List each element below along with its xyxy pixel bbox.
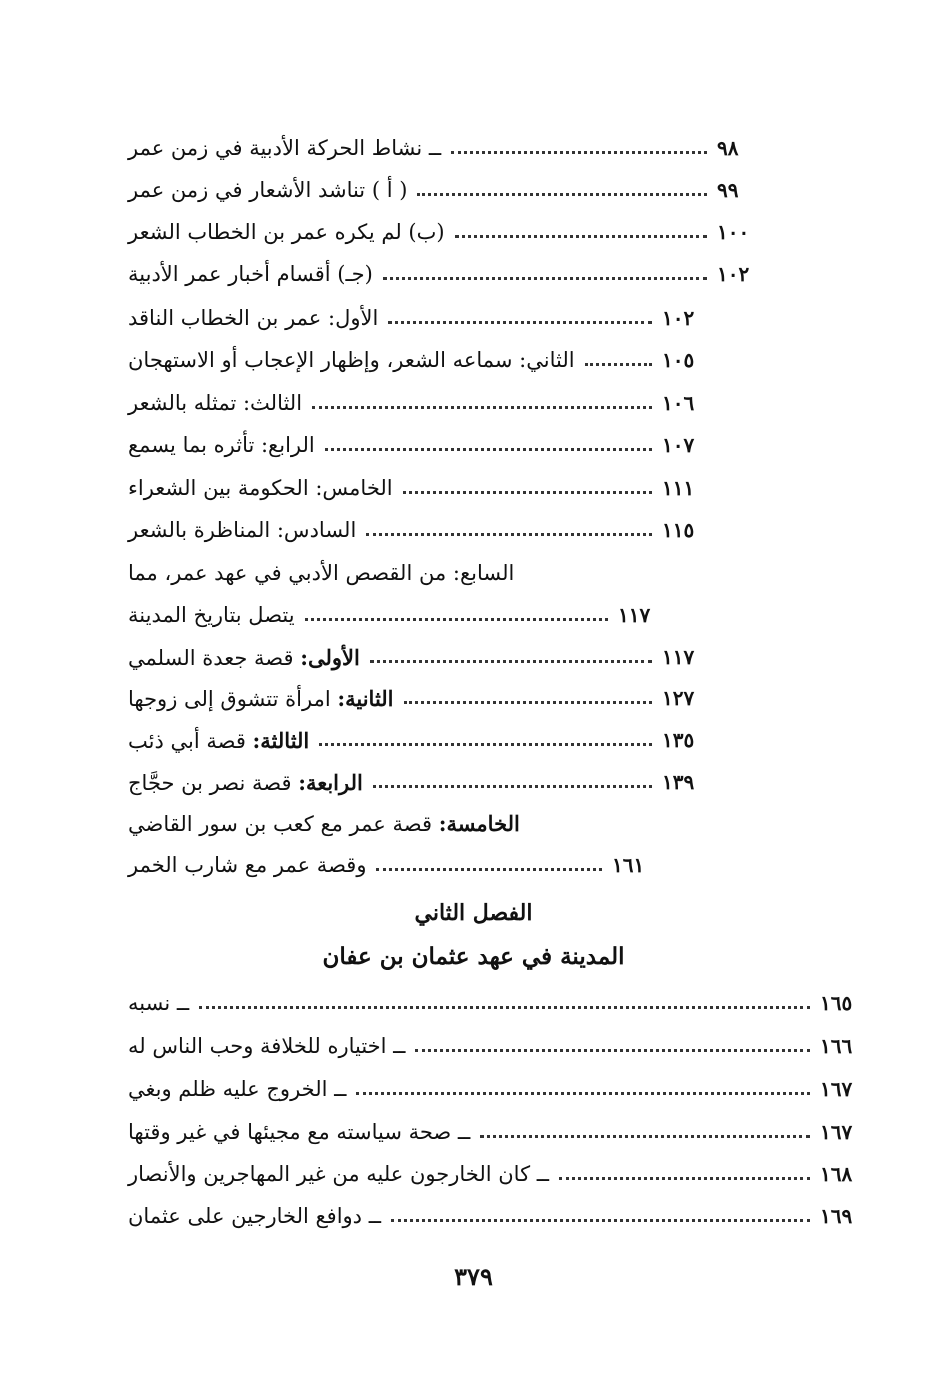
toc-entry-page: ١٠٠ xyxy=(717,220,750,244)
dot-leader xyxy=(391,1219,810,1222)
toc-entry-page: ١٦٧ xyxy=(820,1077,853,1101)
toc-entry xyxy=(120,128,757,168)
toc-entry-label: الثالث: تمثله بالشعر xyxy=(128,391,303,415)
toc-entry xyxy=(120,510,702,550)
dot-leader xyxy=(388,321,652,324)
toc-entry-label: قصة نصر بن حجَّاج xyxy=(128,770,292,795)
chapter-subtitle: المدينة في عهد عثمان بن عفان xyxy=(322,943,625,970)
dot-leader xyxy=(417,193,707,196)
toc-entry-page: ١١٧ xyxy=(662,645,695,669)
toc-entry-label: ــ نسبه xyxy=(128,991,190,1015)
toc-entry-label: ــ صحة سياسته مع مجيئها في غير وقتها xyxy=(128,1120,471,1144)
toc-entry xyxy=(120,212,757,252)
toc-entry-page: ١١١ xyxy=(662,476,695,500)
page-number: ٣٧٩ xyxy=(454,1262,493,1291)
toc-entry-label: ــ دوافع الخارجين على عثمان xyxy=(128,1204,381,1228)
toc-entry xyxy=(120,425,702,465)
toc-entry-label: وقصة عمر مع شارب الخمر xyxy=(128,853,367,877)
dot-leader xyxy=(199,1006,810,1009)
toc-entry-label: الرابع: تأثره بما يسمع xyxy=(128,433,315,457)
toc-entry xyxy=(120,1196,860,1236)
toc-entry-label: السابع: من القصص الأدبي في عهد عمر، مما xyxy=(128,561,515,585)
dot-leader xyxy=(451,151,707,154)
toc-entry-page: ١٣٥ xyxy=(662,728,695,752)
toc-entry-label: (ب) لم يكره عمر بن الخطاب الشعر xyxy=(128,220,445,244)
toc-entry-page: ١٠٧ xyxy=(662,433,695,457)
toc-entry xyxy=(120,678,702,718)
toc-entry-page: ١١٥ xyxy=(662,518,695,542)
dot-leader xyxy=(559,1177,810,1180)
toc-entry-page: ١٠٢ xyxy=(662,306,695,330)
toc-entry-page: ٩٨ xyxy=(717,136,739,160)
toc-entry xyxy=(120,298,702,338)
toc-entry-page: ١٦٨ xyxy=(820,1162,853,1186)
toc-entry xyxy=(120,720,702,760)
toc-entry-page: ١٦٥ xyxy=(820,991,853,1015)
toc-entry-label: قصة عمر مع كعب بن سور القاضي xyxy=(128,811,432,836)
dot-leader xyxy=(373,785,652,788)
toc-entry xyxy=(120,803,702,843)
toc-entry-page: ١٦٦ xyxy=(820,1034,853,1058)
toc-entry xyxy=(120,1026,860,1066)
toc-entry-label: قصة جعدة السلمي xyxy=(128,645,294,670)
toc-entry xyxy=(120,340,702,380)
dot-leader xyxy=(376,868,602,871)
toc-entry-label: الثاني: سماعه الشعر، وإظهار الإعجاب أو الاستهجان xyxy=(128,348,575,372)
toc-entry xyxy=(120,762,702,802)
toc-entry xyxy=(120,254,757,294)
toc-entry xyxy=(120,1069,860,1109)
dot-leader xyxy=(319,743,652,746)
toc-entry xyxy=(120,468,702,508)
toc-entry-label: ــ اختياره للخلافة وحب الناس له xyxy=(128,1034,406,1058)
toc-entry-label: الأول: عمر بن الخطاب الناقد xyxy=(128,306,379,330)
toc-entry-label: ــ الخروج عليه ظلم وبغي xyxy=(128,1077,347,1101)
dot-leader xyxy=(455,235,707,238)
dot-leader xyxy=(585,363,652,366)
toc-entry xyxy=(120,983,860,1023)
story-key: الثالثة: xyxy=(252,727,310,753)
toc-entry xyxy=(120,383,702,423)
toc-entry-page: ١٠٦ xyxy=(662,391,695,415)
dot-leader xyxy=(383,277,707,280)
toc-entry-label: الخامس: الحكومة بين الشعراء xyxy=(128,476,393,500)
chapter-title: الفصل الثاني xyxy=(414,900,533,926)
dot-leader xyxy=(366,533,652,536)
toc-entry-label: ( أ ) تناشد الأشعار في زمن عمر xyxy=(128,178,408,202)
toc-entry-page: ٩٩ xyxy=(717,178,739,202)
toc-entry xyxy=(120,1154,860,1194)
toc-entry xyxy=(120,595,658,635)
dot-leader xyxy=(312,406,652,409)
toc-entry-page: ١٦٧ xyxy=(820,1120,853,1144)
toc-entry xyxy=(120,637,702,677)
toc-entry xyxy=(120,1112,860,1152)
toc-entry-page: ١٠٢ xyxy=(717,262,750,286)
toc-entry-label: امرأة تتشوق إلى زوجها xyxy=(128,686,331,711)
toc-entry-page: ١١٧ xyxy=(618,603,651,627)
toc-entry-page: ١٣٩ xyxy=(662,770,695,794)
toc-entry-label: ــ كان الخارجون عليه من غير المهاجرين والأنصار xyxy=(128,1162,550,1186)
toc-entry-page: ١٦٩ xyxy=(820,1204,853,1228)
toc-entry xyxy=(120,553,702,593)
story-key: الخامسة: xyxy=(438,810,520,836)
toc-entry-page: ١٠٥ xyxy=(662,348,695,372)
toc-entry-label: ــ نشاط الحركة الأدبية في زمن عمر xyxy=(128,136,442,160)
toc-entry xyxy=(120,170,757,210)
story-key: الثانية: xyxy=(337,685,394,711)
dot-leader xyxy=(415,1049,810,1052)
dot-leader xyxy=(305,618,608,621)
toc-entry-label: يتصل بتاريخ المدينة xyxy=(128,603,295,627)
dot-leader xyxy=(356,1092,810,1095)
toc-entry-label: (جـ) أقسام أخبار عمر الأدبية xyxy=(128,262,373,286)
dot-leader xyxy=(325,448,652,451)
dot-leader xyxy=(370,660,652,663)
toc-entry-label: السادس: المناظرة بالشعر xyxy=(128,518,357,542)
toc-entry-page: ١٦١ xyxy=(612,853,645,877)
toc-entry-page: ١٢٧ xyxy=(662,686,695,710)
toc-entry-label: قصة أبي ذئب xyxy=(128,728,246,753)
story-key: الرابعة: xyxy=(298,769,363,795)
toc-entry xyxy=(120,845,652,885)
dot-leader xyxy=(403,491,652,494)
dot-leader xyxy=(480,1135,810,1138)
dot-leader xyxy=(404,701,652,704)
story-key: الأولى: xyxy=(300,644,360,670)
